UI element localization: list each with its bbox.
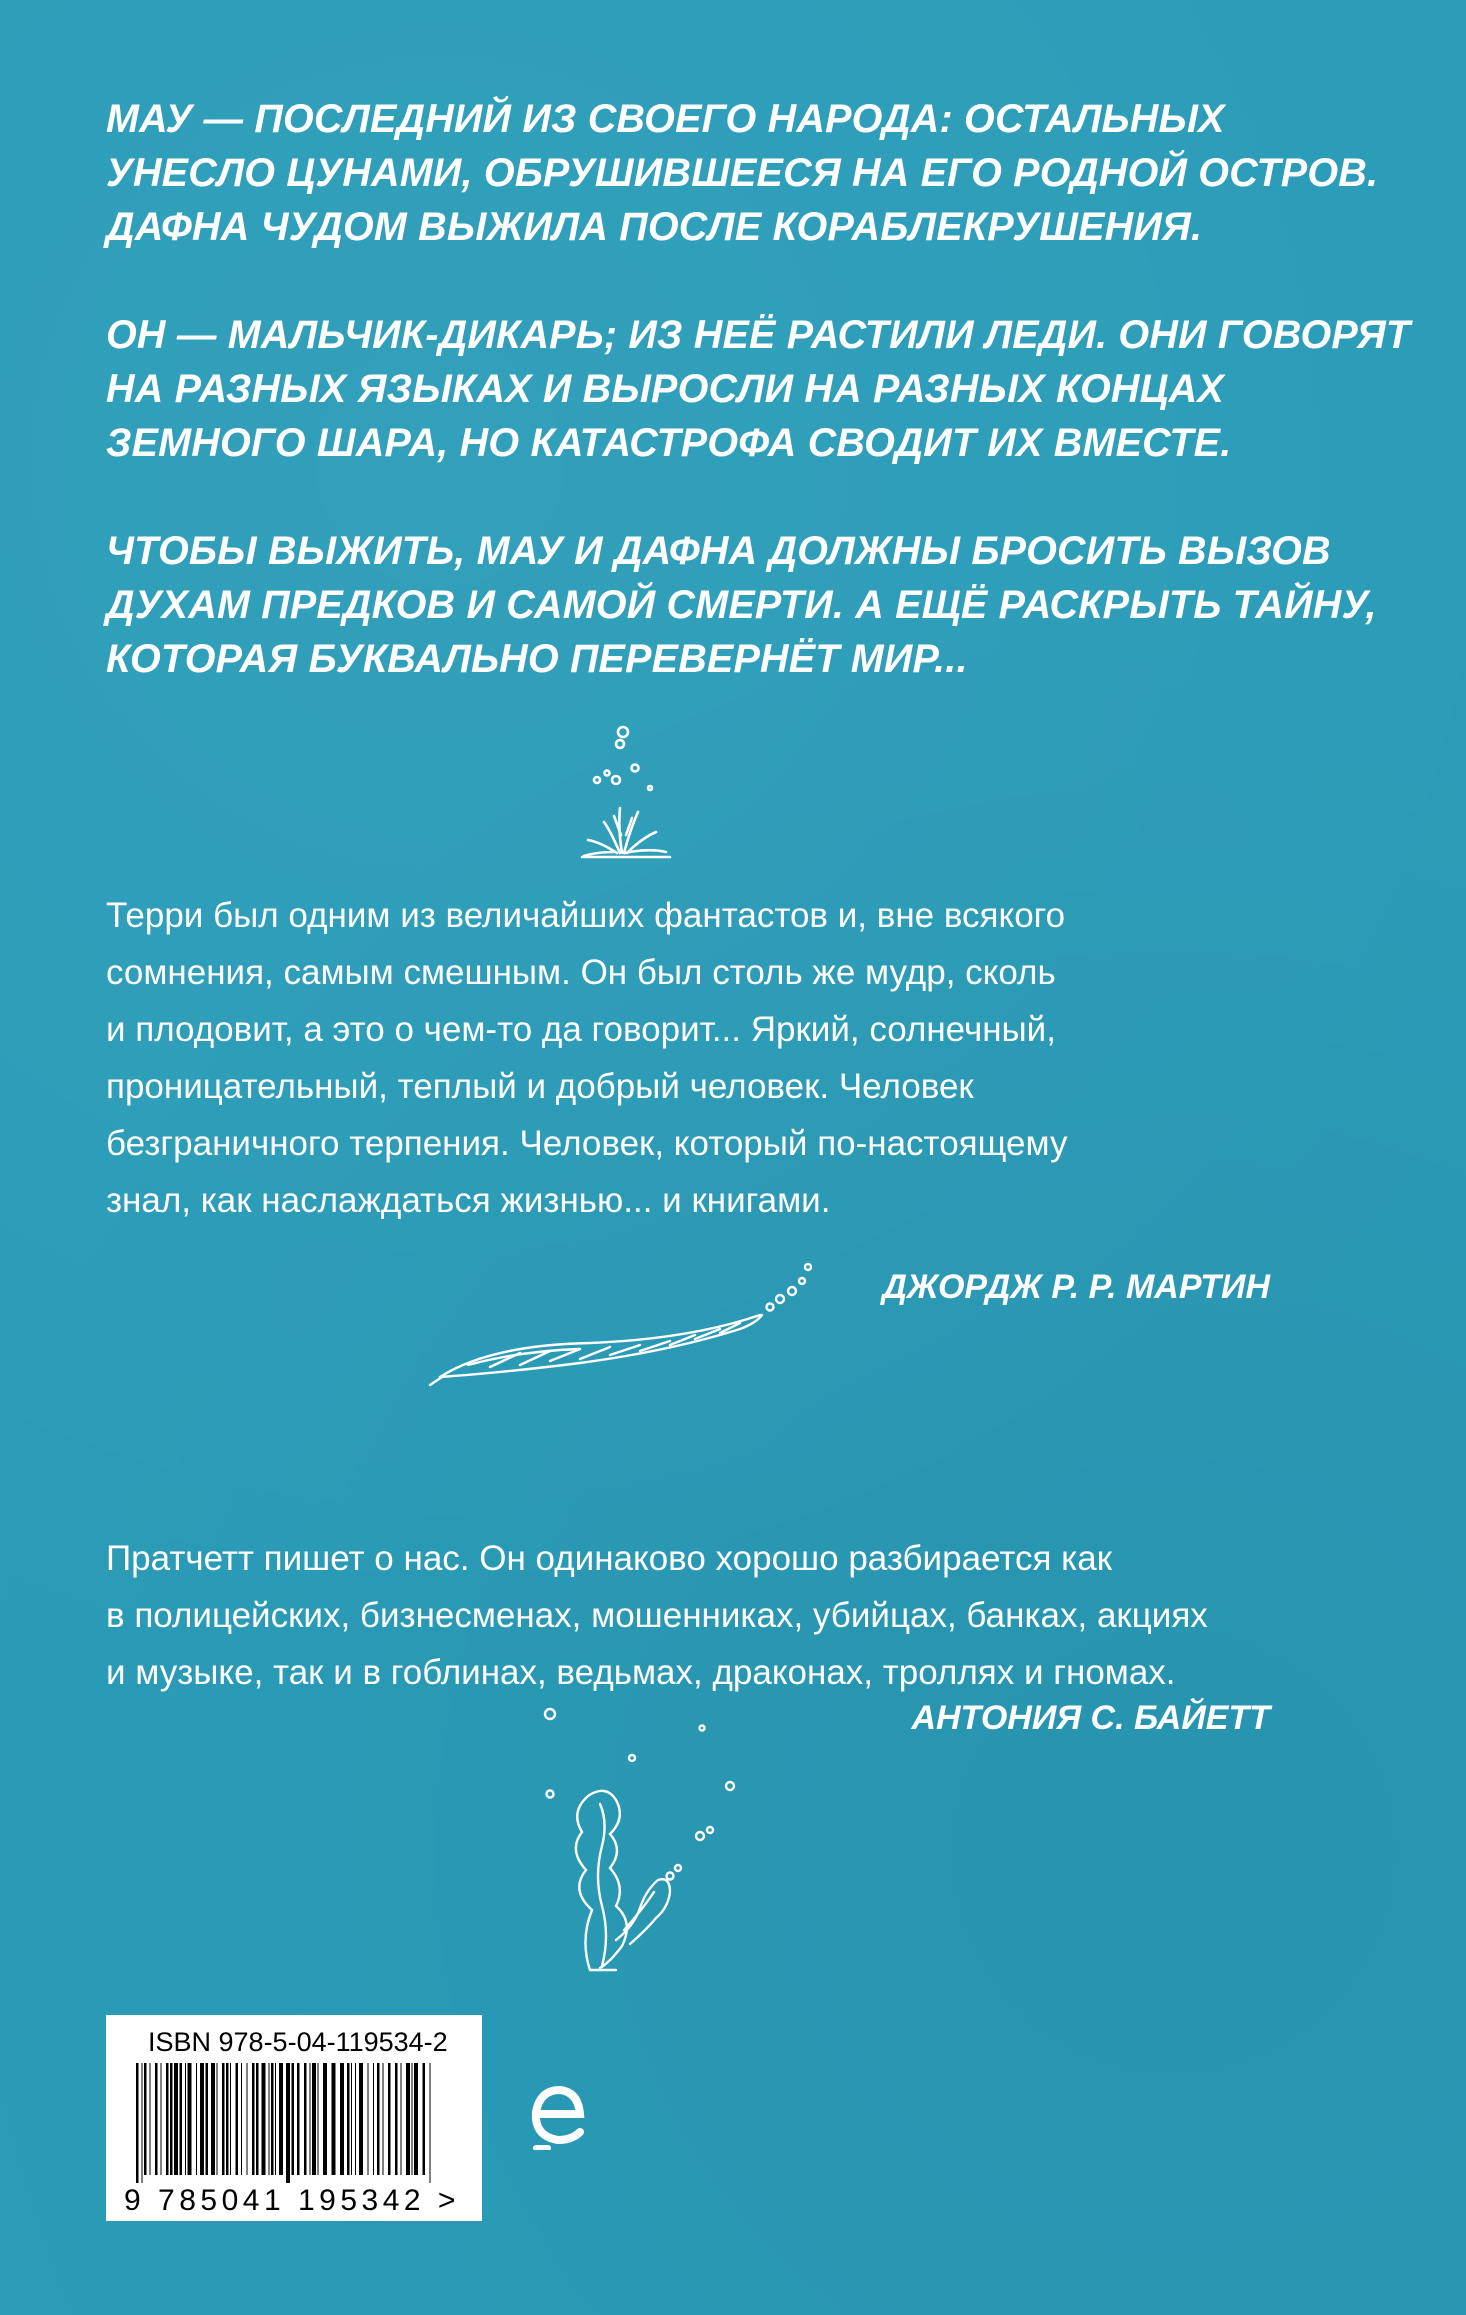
barcode-panel [106, 2015, 482, 2221]
barcode-bar [142, 2063, 143, 2183]
blurb-line: КОТОРАЯ БУКВАЛЬНО ПЕРЕВЕРНЁТ МИР... [106, 637, 968, 681]
barcode-bar [247, 2063, 248, 2175]
barcode-bar [323, 2063, 327, 2175]
blurb-line: ОН — МАЛЬЧИК-ДИКАРЬ; ИЗ НЕЁ РАСТИЛИ ЛЕДИ. ОНИ ГОВОРЯТ [106, 313, 1411, 357]
barcode-bar [383, 2063, 384, 2175]
barcode-bar [222, 2063, 225, 2175]
barcode-bar [150, 2063, 151, 2175]
barcode-bar [414, 2063, 418, 2175]
quote-line: и музыке, так и в гоблинах, ведьмах, драконах, троллях и гномах. [106, 1653, 1176, 1692]
barcode-bar [180, 2063, 183, 2175]
blurb-line: ЗЕМНОГО ШАРА, НО КАТАСТРОФА СВОДИТ ИХ ВМЕСТЕ. [106, 421, 1232, 465]
blurb-paragraph-1 [106, 92, 1396, 254]
coral-splash-icon [560, 720, 700, 860]
blurb-line: МАУ — ПОСЛЕДНИЙ ИЗ СВОЕГО НАРОДА: ОСТАЛЬНЫХ [106, 97, 1225, 141]
barcode-bar [155, 2063, 158, 2175]
barcode-bar [185, 2063, 186, 2175]
barcode-bar [377, 2063, 380, 2175]
quote-author-byatt: АНТОНИЯ С. БАЙЕТТ [911, 1699, 1270, 1737]
barcode-bar [423, 2063, 426, 2175]
barcode-bar [269, 2063, 270, 2175]
quote-line: и плодовит, а это о чем-то да говорит... Яркий, солнечный, [106, 1010, 1056, 1049]
isbn-label: ISBN 978-5-04-119534-2 [148, 2027, 448, 2057]
blurb-line: ДУХАМ ПРЕДКОВ И САМОЙ СМЕРТИ. А ЕЩЁ РАСКРЫТЬ ТАЙНУ, [106, 583, 1377, 627]
barcode-bar [373, 2063, 374, 2175]
blurb-line: ДАФНА ЧУДОМ ВЫЖИЛА ПОСЛЕ КОРАБЛЕКРУШЕНИЯ. [106, 205, 1203, 249]
barcode-bar [332, 2063, 336, 2175]
quote-line: знал, как наслаждаться жизнью... и книгами. [106, 1181, 831, 1220]
blurb-line: УНЕСЛО ЦУНАМИ, ОБРУШИВШЕЕСЯ НА ЕГО РОДНОЙ ОСТРОВ. [106, 151, 1379, 195]
barcode-bar [236, 2063, 239, 2175]
barcode-bar [355, 2063, 356, 2175]
barcode-bar [206, 2063, 209, 2175]
barcode-digits: 9 785041 195342 > [124, 2184, 460, 2217]
barcode-bar [310, 2063, 311, 2175]
quote-line: в полицейских, бизнесменах, мошенниках, убийцах, банках, акциях [106, 1596, 1208, 1635]
barcode-bar [166, 2063, 169, 2175]
barcode-bar [395, 2063, 398, 2175]
barcode-bar [170, 2063, 173, 2175]
barcode-bar [262, 2063, 266, 2175]
quote-line: сомнения, самым смешным. Он был столь же мудр, сколь [106, 953, 1056, 992]
barcode-bar [226, 2063, 229, 2175]
blurb-paragraph-3 [106, 524, 1396, 686]
quote-line: Пратчетт пишет о нас. Он одинаково хорошо разбирается как [106, 1539, 1113, 1578]
barcode-bar [318, 2063, 319, 2175]
quote-line: проницательный, теплый и добрый человек. Человек [106, 1067, 974, 1106]
barcode-bar [241, 2063, 242, 2175]
blurb-line: ЧТОБЫ ВЫЖИТЬ, МАУ И ДАФНА ДОЛЖНЫ БРОСИТЬ ВЫЗОВ [106, 529, 1331, 573]
barcode-bar [275, 2063, 276, 2175]
barcode-bar [368, 2063, 369, 2175]
seaweed-icon [530, 1700, 750, 1980]
barcode-bar [304, 2063, 307, 2175]
quote-author-martin: ДЖОРДЖ Р. Р. МАРТИН [882, 1268, 1270, 1306]
feather-icon [430, 1255, 830, 1395]
barcode-bar [347, 2063, 350, 2175]
barcode-bar [430, 2063, 431, 2183]
barcode-bar [412, 2063, 413, 2175]
barcode-bar [406, 2063, 410, 2175]
barcode-bar [401, 2063, 402, 2175]
blurb-paragraph-2 [106, 308, 1411, 470]
barcode-bar [161, 2063, 162, 2175]
barcode-bar [211, 2063, 215, 2175]
barcode-bar [256, 2063, 259, 2175]
barcode-bar [340, 2063, 344, 2175]
barcode-bar [388, 2063, 391, 2175]
barcode-bar [136, 2063, 139, 2183]
barcode-bar [196, 2063, 197, 2175]
barcode-bar [286, 2063, 290, 2183]
barcode-bar [297, 2063, 300, 2175]
quote-martin [106, 887, 1406, 1229]
quote-line: безграничного терпения. Человек, который по-настоящему [106, 1124, 1068, 1163]
barcode-bar [271, 2063, 274, 2175]
barcode-bar [252, 2063, 255, 2175]
barcode-bar [200, 2063, 204, 2175]
barcode-bar [144, 2063, 147, 2175]
barcode-bar [292, 2063, 295, 2175]
quote-byatt [106, 1530, 1406, 1701]
barcode-bar [359, 2063, 363, 2175]
quote-line: Терри был одним из величайших фантастов и, вне всякого [106, 896, 1066, 935]
barcode-bar [188, 2063, 192, 2175]
barcode-bars [136, 2063, 436, 2183]
barcode-bar [174, 2063, 178, 2175]
barcode-bar [351, 2063, 352, 2175]
barcode-bar [230, 2063, 231, 2175]
barcode-bar [312, 2063, 316, 2175]
blurb-line: НА РАЗНЫХ ЯЗЫКАХ И ВЫРОСЛИ НА РАЗНЫХ КОНЦАХ [106, 367, 1224, 411]
barcode-bar [217, 2063, 218, 2175]
blurb [106, 92, 1411, 740]
publisher-logo-icon [528, 2078, 592, 2150]
barcode-bar [279, 2063, 283, 2175]
